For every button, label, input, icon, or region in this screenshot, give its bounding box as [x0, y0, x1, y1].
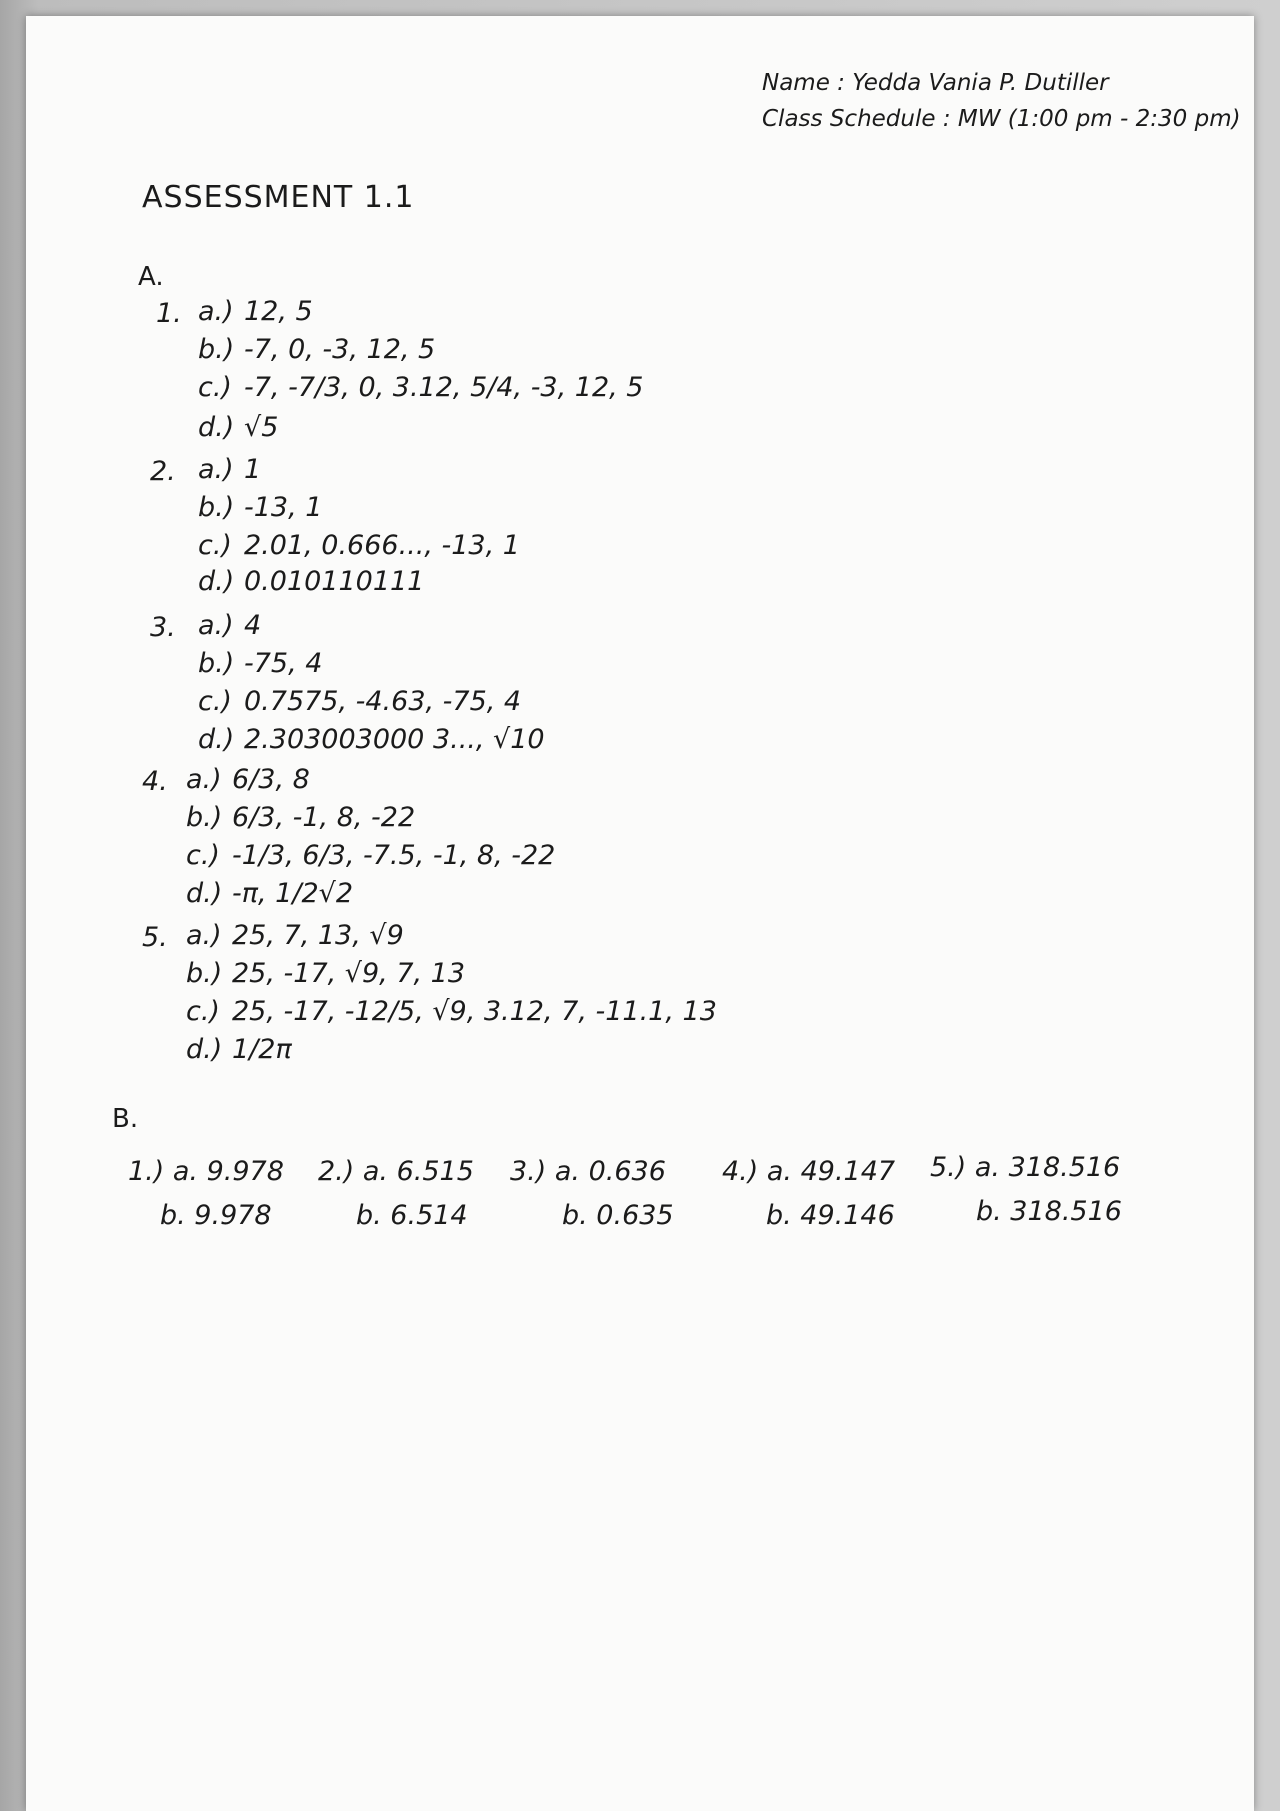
section-a-label: A. [138, 262, 164, 292]
answer-text: -7, 0, -3, 12, 5 [244, 334, 436, 365]
answer-text: -π, 1/2√2 [232, 878, 353, 909]
answer-label: c.) [186, 996, 220, 1027]
answer-text: 0.7575, -4.63, -75, 4 [244, 686, 522, 717]
answer-2a [198, 454, 261, 485]
answer-text: 6/3, -1, 8, -22 [232, 802, 416, 833]
b-item-5a: 5.) a. 318.516 [930, 1152, 1121, 1183]
b-item-5b: b. 318.516 [976, 1196, 1122, 1227]
answer-label: a.) [186, 764, 222, 795]
answer-label: d.) [198, 566, 235, 597]
class-schedule: Class Schedule : MW (1:00 pm - 2:30 pm) [762, 106, 1241, 132]
answer-label: b.) [186, 802, 223, 833]
answer-text: 2.303003000 3..., √10 [244, 724, 545, 755]
answer-3a [198, 610, 261, 641]
answer-text: 4 [244, 610, 262, 641]
answer-label: d.) [198, 412, 235, 443]
b-item-4a: 4.) a. 49.147 [722, 1156, 896, 1187]
answer-label: a.) [198, 454, 234, 485]
answer-5a [186, 920, 404, 951]
answer-5d [186, 1034, 292, 1065]
answer-label: c.) [198, 530, 232, 561]
answer-label: c.) [198, 372, 232, 403]
answer-1a [198, 296, 313, 327]
answer-2c [198, 530, 520, 561]
answer-5b [186, 958, 465, 989]
answer-label: c.) [198, 686, 232, 717]
answer-1b [198, 334, 435, 365]
answer-label: a.) [186, 920, 222, 951]
answer-1d [198, 412, 278, 443]
answer-4b [186, 802, 415, 833]
answer-text: √5 [244, 412, 279, 443]
b-item-3a: 3.) a. 0.636 [510, 1156, 666, 1187]
section-b-label: B. [112, 1104, 139, 1134]
answer-text: -75, 4 [244, 648, 323, 679]
answer-5c [186, 996, 717, 1027]
answer-label: d.) [186, 1034, 223, 1065]
answer-text: -7, -7/3, 0, 3.12, 5/4, -3, 12, 5 [244, 372, 644, 403]
page-title: ASSESSMENT 1.1 [142, 180, 415, 215]
answer-text: -13, 1 [244, 492, 323, 523]
b-item-3b: b. 0.635 [562, 1200, 674, 1231]
answer-label: c.) [186, 840, 220, 871]
b-item-4b: b. 49.146 [766, 1200, 895, 1231]
answer-label: a.) [198, 610, 234, 641]
student-name: Name : Yedda Vania P. Dutiller [762, 70, 1109, 96]
answer-2d [198, 566, 424, 597]
answer-text: 25, -17, -12/5, √9, 3.12, 7, -11.1, 13 [232, 996, 717, 1027]
question-3-number: 3. [150, 612, 176, 643]
b-item-2a: 2.) a. 6.515 [318, 1156, 474, 1187]
answer-4a [186, 764, 310, 795]
question-4-number: 4. [142, 766, 168, 797]
answer-text: 1 [244, 454, 262, 485]
answer-text: 0.010110111 [244, 566, 425, 597]
answer-text: 2.01, 0.666..., -13, 1 [244, 530, 520, 561]
answer-4d [186, 878, 353, 909]
answer-1c [198, 372, 643, 403]
question-5-number: 5. [142, 922, 168, 953]
answer-4c [186, 840, 555, 871]
answer-label: b.) [198, 648, 235, 679]
answer-text: 25, -17, √9, 7, 13 [232, 958, 466, 989]
answer-text: 12, 5 [244, 296, 313, 327]
answer-3c [198, 686, 521, 717]
answer-text: 1/2π [232, 1034, 292, 1065]
b-item-1b: b. 9.978 [160, 1200, 272, 1231]
answer-label: d.) [186, 878, 223, 909]
question-2-number: 2. [150, 456, 176, 487]
answer-label: a.) [198, 296, 234, 327]
answer-label: b.) [198, 334, 235, 365]
question-1-number: 1. [156, 298, 182, 329]
answer-label: b.) [186, 958, 223, 989]
answer-label: d.) [198, 724, 235, 755]
answer-text: 25, 7, 13, √9 [232, 920, 404, 951]
answer-3d [198, 724, 545, 755]
answer-text: 6/3, 8 [232, 764, 310, 795]
b-item-2b: b. 6.514 [356, 1200, 468, 1231]
answer-3b [198, 648, 322, 679]
b-item-1a: 1.) a. 9.978 [128, 1156, 284, 1187]
paper-sheet [26, 16, 1254, 1811]
answer-2b [198, 492, 322, 523]
answer-label: b.) [198, 492, 235, 523]
answer-text: -1/3, 6/3, -7.5, -1, 8, -22 [232, 840, 556, 871]
